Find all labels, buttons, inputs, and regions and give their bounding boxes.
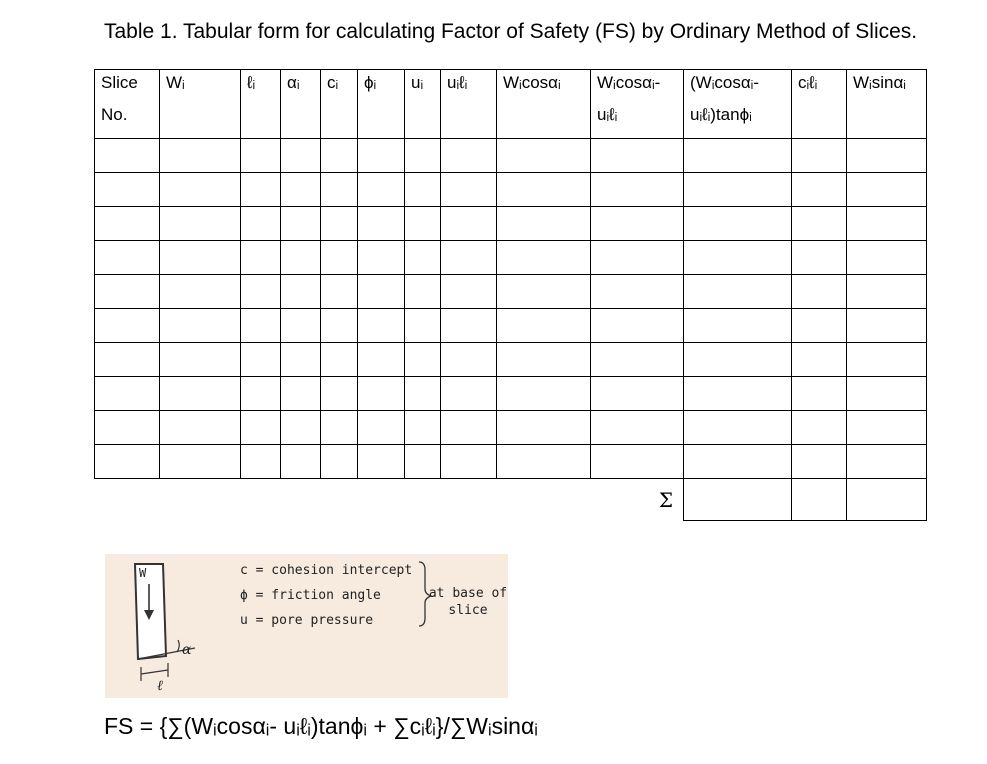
sum-row (95, 479, 927, 521)
table-cell (847, 309, 927, 343)
table-cell (591, 343, 684, 377)
column-header: Wᵢcosαᵢ- uᵢℓᵢ (591, 70, 684, 139)
table-cell (405, 309, 441, 343)
table-cell (591, 207, 684, 241)
angle-label: α (182, 642, 192, 658)
table-cell (405, 411, 441, 445)
table-cell (405, 207, 441, 241)
cohesion-definition: c = cohesion intercept (240, 563, 413, 578)
table-cell (847, 343, 927, 377)
table-row (95, 173, 927, 207)
table-cell (441, 377, 497, 411)
table-cell (358, 139, 405, 173)
table-cell (95, 309, 160, 343)
table-row (95, 241, 927, 275)
table-cell (441, 275, 497, 309)
column-header: cᵢℓᵢ (792, 70, 847, 139)
table-cell (281, 411, 321, 445)
table-cell (358, 343, 405, 377)
table-cell (591, 139, 684, 173)
table-row (95, 309, 927, 343)
table-cell (241, 445, 281, 479)
table-cell (95, 207, 160, 241)
table-cell (847, 173, 927, 207)
table-cell (405, 241, 441, 275)
table-cell (160, 445, 241, 479)
table-row (95, 445, 927, 479)
table-cell (684, 343, 792, 377)
table-cell (792, 207, 847, 241)
table-cell (241, 343, 281, 377)
table-cell (847, 139, 927, 173)
table-cell (405, 275, 441, 309)
legend-definitions (240, 558, 412, 633)
sum-cell (847, 479, 927, 521)
table-cell (405, 377, 441, 411)
table-cell (281, 343, 321, 377)
table-cell (684, 173, 792, 207)
table-cell (441, 139, 497, 173)
table-cell (358, 377, 405, 411)
table-cell (441, 445, 497, 479)
column-header: Wᵢ (160, 70, 241, 139)
fs-calculation-table (94, 69, 927, 521)
table-cell (684, 445, 792, 479)
table-cell (281, 309, 321, 343)
table-cell (160, 377, 241, 411)
table-cell (281, 241, 321, 275)
table-cell (591, 411, 684, 445)
at-base-note: at base of slice (428, 586, 508, 618)
column-header: (Wᵢcosαᵢ- uᵢℓᵢ)tanϕᵢ (684, 70, 792, 139)
table-cell (497, 173, 591, 207)
table-cell (95, 343, 160, 377)
table-cell (441, 343, 497, 377)
table-row (95, 411, 927, 445)
table-cell (847, 241, 927, 275)
table-cell (160, 309, 241, 343)
table-cell (497, 241, 591, 275)
table-cell (405, 139, 441, 173)
table-cell (281, 173, 321, 207)
table-cell (497, 377, 591, 411)
table-cell (321, 241, 358, 275)
table-row (95, 207, 927, 241)
friction-definition: ϕ = friction angle (240, 588, 381, 603)
table-cell (321, 309, 358, 343)
table-caption: Table 1. Tabular form for calculating Factor of Safety (FS) by Ordinary Method of Slices. (104, 20, 918, 43)
angle-arc (177, 640, 179, 652)
table-cell (241, 139, 281, 173)
table-cell (497, 343, 591, 377)
column-header: αᵢ (281, 70, 321, 139)
table-cell (441, 207, 497, 241)
table-cell (241, 377, 281, 411)
table-cell (281, 275, 321, 309)
table-cell (441, 173, 497, 207)
column-header: ϕᵢ (358, 70, 405, 139)
table-cell (591, 445, 684, 479)
table-cell (405, 173, 441, 207)
table-cell (358, 309, 405, 343)
sum-symbol: Σ (591, 479, 684, 521)
table-cell (684, 411, 792, 445)
table-cell (358, 173, 405, 207)
table-cell (497, 207, 591, 241)
table-cell (358, 241, 405, 275)
table-cell (591, 241, 684, 275)
table-cell (160, 139, 241, 173)
table-cell (241, 173, 281, 207)
table-cell (358, 275, 405, 309)
table-cell (321, 139, 358, 173)
sum-cell (792, 479, 847, 521)
table-cell (497, 275, 591, 309)
table-cell (684, 377, 792, 411)
column-header: uᵢℓᵢ (441, 70, 497, 139)
column-header: cᵢ (321, 70, 358, 139)
table-cell (591, 173, 684, 207)
table-cell (95, 173, 160, 207)
table-cell (160, 343, 241, 377)
table-cell (160, 241, 241, 275)
table-cell (358, 207, 405, 241)
table-cell (358, 445, 405, 479)
slice-legend (105, 554, 508, 698)
table-cell (792, 377, 847, 411)
table-cell (792, 343, 847, 377)
table-cell (847, 207, 927, 241)
table-row (95, 343, 927, 377)
table-cell (241, 411, 281, 445)
table-cell (281, 377, 321, 411)
table-cell (847, 377, 927, 411)
column-header: uᵢ (405, 70, 441, 139)
table-cell (160, 207, 241, 241)
table-cell (321, 275, 358, 309)
table-cell (281, 139, 321, 173)
table-cell (95, 411, 160, 445)
table-row (95, 139, 927, 173)
table-cell (847, 445, 927, 479)
table-cell (497, 411, 591, 445)
table-cell (792, 275, 847, 309)
table-cell (241, 275, 281, 309)
table-cell (95, 241, 160, 275)
table-cell (160, 173, 241, 207)
table-row (95, 377, 927, 411)
table-cell (405, 343, 441, 377)
table-cell (497, 309, 591, 343)
table-cell (591, 275, 684, 309)
table-cell (281, 445, 321, 479)
table-cell (441, 309, 497, 343)
table-cell (441, 411, 497, 445)
weight-label: W (139, 566, 147, 580)
table-cell (321, 411, 358, 445)
table-cell (792, 173, 847, 207)
table-cell (95, 275, 160, 309)
table-cell (591, 309, 684, 343)
table-cell (792, 411, 847, 445)
table-cell (160, 275, 241, 309)
sum-cell (684, 479, 792, 521)
table-cell (321, 173, 358, 207)
table-cell (497, 139, 591, 173)
table-cell (684, 275, 792, 309)
table-cell (281, 207, 321, 241)
table-cell (684, 139, 792, 173)
table-cell (792, 139, 847, 173)
table-cell (95, 445, 160, 479)
table-cell (321, 377, 358, 411)
column-header: Wᵢsinαᵢ (847, 70, 927, 139)
length-dimension (141, 670, 168, 674)
table-row (95, 275, 927, 309)
pore-pressure-definition: u = pore pressure (240, 613, 374, 628)
table-cell (792, 241, 847, 275)
table-cell (160, 411, 241, 445)
table-cell (321, 207, 358, 241)
table-cell (241, 241, 281, 275)
table-cell (321, 343, 358, 377)
table-cell (684, 241, 792, 275)
table-cell (321, 445, 358, 479)
length-label: ℓ (157, 678, 163, 694)
table-cell (684, 309, 792, 343)
table-cell (497, 445, 591, 479)
table-cell (241, 309, 281, 343)
table-cell (792, 445, 847, 479)
table-cell (405, 445, 441, 479)
table-cell (684, 207, 792, 241)
table-cell (95, 139, 160, 173)
table-cell (95, 377, 160, 411)
table-cell (241, 207, 281, 241)
table-header-row (95, 70, 927, 139)
fs-formula: FS = {∑(Wᵢcosαᵢ- uᵢℓᵢ)tanϕᵢ + ∑cᵢℓᵢ}/∑Wᵢsinαᵢ (104, 713, 538, 739)
column-header: ℓᵢ (241, 70, 281, 139)
column-header: Slice No. (95, 70, 160, 139)
column-header: Wᵢcosαᵢ (497, 70, 591, 139)
table-cell (847, 411, 927, 445)
table-cell (358, 411, 405, 445)
table-cell (847, 275, 927, 309)
table-cell (441, 241, 497, 275)
table-cell (591, 377, 684, 411)
table-cell (792, 309, 847, 343)
